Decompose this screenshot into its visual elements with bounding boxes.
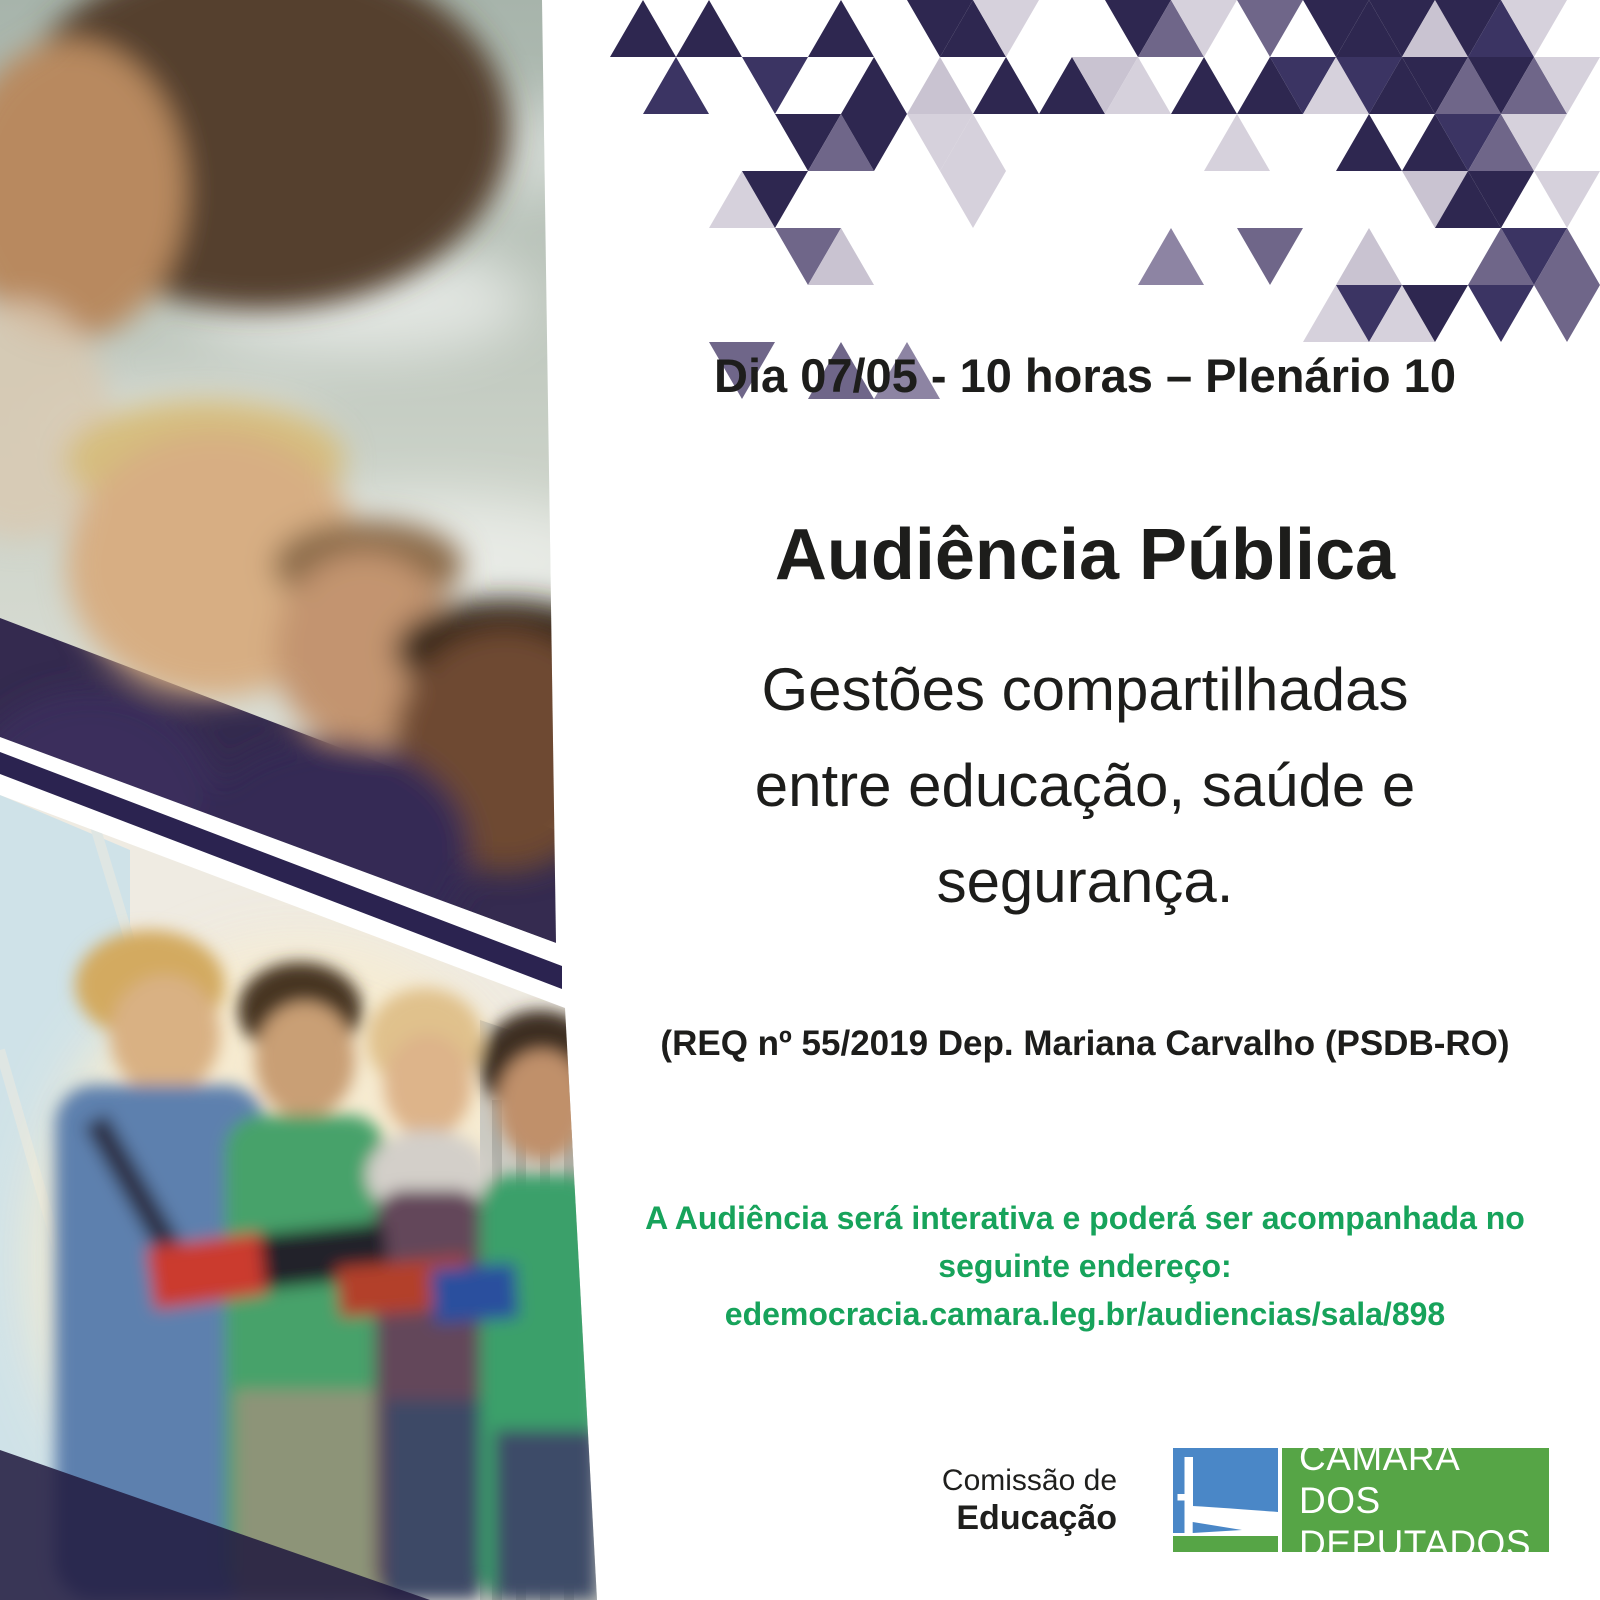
request-line: (REQ nº 55/2019 Dep. Mariana Carvalho (PSDB-RO) [660,1024,1510,1063]
interactive-notice [600,1194,1570,1338]
text-column [600,0,1570,1600]
notice-url: edemocracia.camara.leg.br/audiencias/sala/898 [724,1296,1446,1332]
photo-collage [0,0,620,1600]
event-subtitle-line-2: entre educação, saúde e [754,752,1416,819]
event-title: Audiência Pública [774,515,1396,595]
national-congress-icon [1173,1448,1278,1552]
committee-name-line-2: Educação [956,1499,1117,1537]
chamber-logo-text-line-1: CÂMARA DOS [1299,1436,1459,1521]
event-subtitle [600,642,1570,930]
photo-children [0,0,620,960]
committee-name [600,1464,1117,1538]
notice-line-2: seguinte endereço: [938,1248,1232,1284]
event-date-line: Dia 07/05 - 10 horas – Plenário 10 [714,349,1456,402]
chamber-logo [1282,1436,1549,1564]
notice-line-1: A Audiência será interativa e poderá ser acompanhada no [645,1200,1525,1236]
chamber-logo-text-line-2: DEPUTADOS [1299,1522,1532,1564]
event-subtitle-line-3: segurança. [936,848,1234,915]
event-subtitle-line-1: Gestões compartilhadas [761,656,1409,723]
committee-name-line-1: Comissão de [941,1464,1117,1497]
